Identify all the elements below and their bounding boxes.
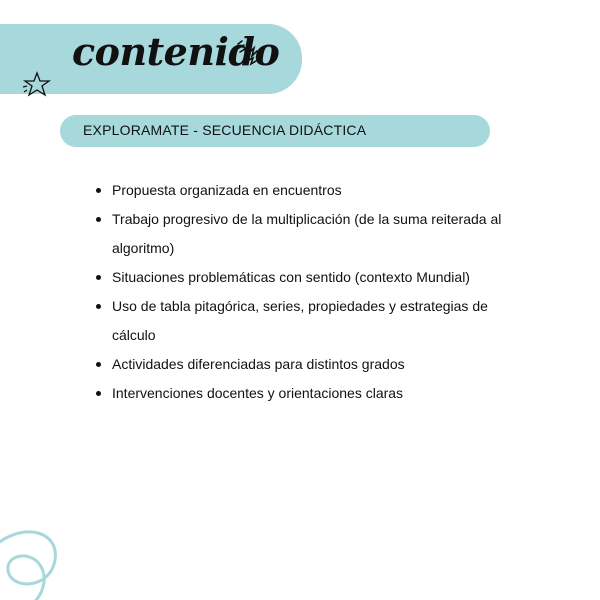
list-item-text: Intervenciones docentes y orientaciones claras bbox=[112, 385, 404, 401]
bullet-dot bbox=[96, 391, 101, 396]
swirl-decoration bbox=[0, 510, 90, 600]
bullet-dot bbox=[96, 188, 101, 193]
list-item bbox=[112, 205, 532, 263]
star-icon bbox=[22, 70, 52, 100]
sparkle-icon bbox=[232, 38, 268, 74]
list-item-text: Propuesta organizada en encuentros bbox=[112, 182, 342, 198]
list-item-text: Uso de tabla pitagórica, series, propiedades y estrategias de cálculo bbox=[112, 298, 488, 343]
bullet-dot bbox=[96, 217, 101, 222]
list-item bbox=[112, 379, 532, 408]
list-item-text: Actividades diferenciadas para distintos grados bbox=[112, 356, 405, 372]
list-item bbox=[112, 292, 532, 350]
bullet-dot bbox=[96, 275, 101, 280]
list-item bbox=[112, 350, 532, 379]
list-item-text: Situaciones problemáticas con sentido (contexto Mundial) bbox=[112, 269, 470, 285]
page-title: contenido bbox=[72, 29, 280, 74]
list-item bbox=[112, 263, 532, 292]
content-list bbox=[112, 176, 532, 408]
bullet-dot bbox=[96, 362, 101, 367]
list-item bbox=[112, 176, 532, 205]
section-title: EXPLORAMATE - SECUENCIA DIDÁCTICA bbox=[83, 122, 367, 138]
bullet-dot bbox=[96, 304, 101, 309]
list-item-text: Trabajo progresivo de la multiplicación (de la suma reiterada al algoritmo) bbox=[112, 211, 502, 256]
